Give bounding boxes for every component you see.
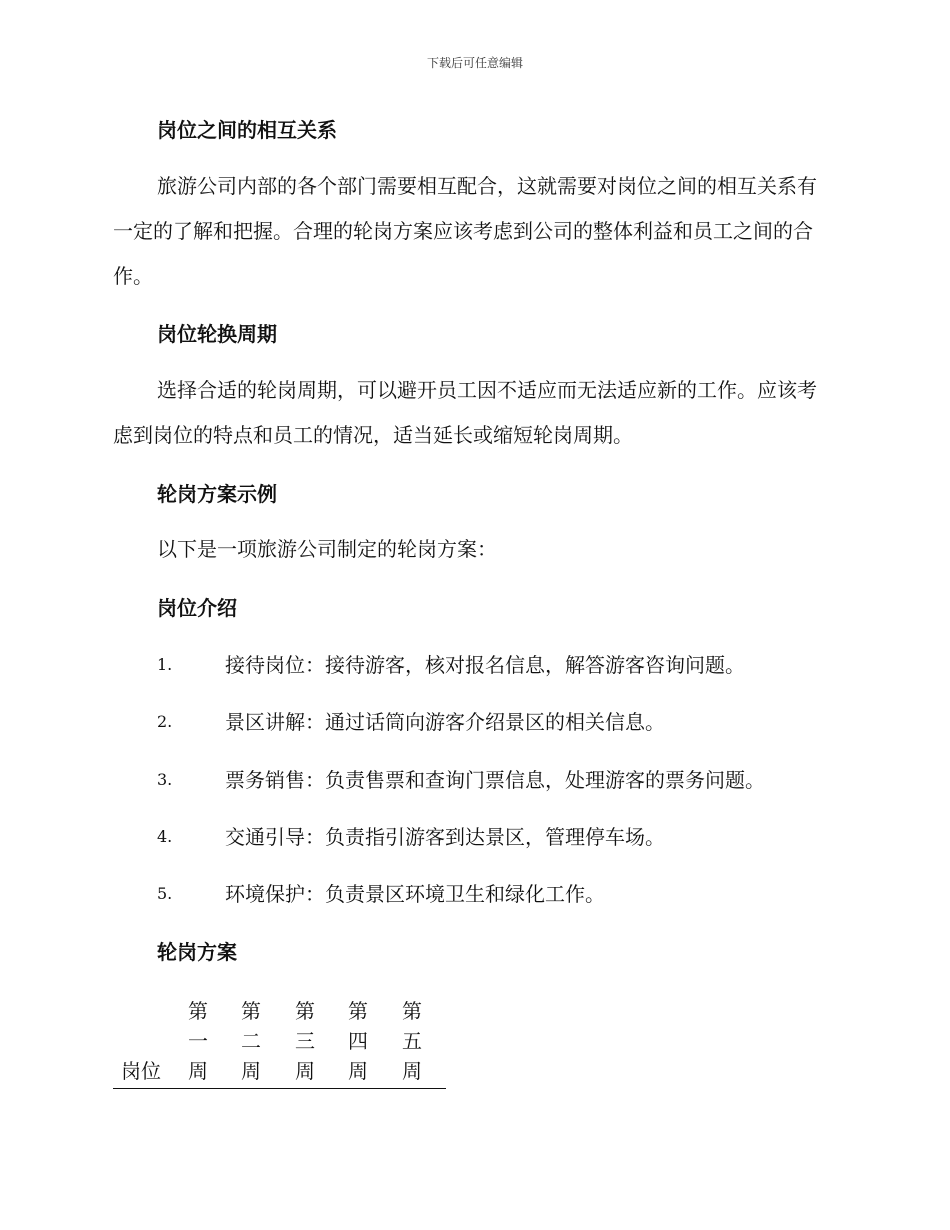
section-heading-example: 轮岗方案示例 [157,482,277,506]
list-item-text: 交通引导：负责指引游客到达景区，管理停车场。 [225,825,665,849]
table-header-position: 岗位 [121,1059,161,1083]
table-header-week-3: 第 三 周 [295,999,315,1083]
section-heading-relations: 岗位之间的相互关系 [157,118,337,142]
section-heading-positions: 岗位介绍 [157,596,237,620]
table-header-week-5: 第 五 周 [402,999,422,1083]
table-header-week-2: 第 二 周 [241,999,261,1083]
paragraph-example-intro: 以下是一项旅游公司制定的轮岗方案： [157,537,497,561]
list-item-text: 票务销售：负责售票和查询门票信息，处理游客的票务问题。 [225,768,765,792]
list-item-number: 5. [157,884,173,903]
list-item-number: 3. [157,770,173,789]
list-item-number: 2. [157,712,173,731]
page-header-note: 下载后可任意编辑 [426,56,523,70]
list-item-number: 4. [157,827,173,846]
paragraph-relations: 旅游公司内部的各个部门需要相互配合，这就需要对岗位之间的相互关系有一定的了解和把握。合理的轮岗方案应该考虑到公司的整体利益和员工之间的合作。 [113,174,817,288]
rotation-schedule-table [113,996,446,1089]
table-header-week-4: 第 四 周 [348,999,368,1083]
list-item-text: 接待岗位：接待游客，核对报名信息，解答游客咨询问题。 [225,653,745,677]
section-heading-plan: 轮岗方案 [157,940,237,964]
section-heading-cycle: 岗位轮换周期 [157,322,277,346]
list-item-number: 1. [157,655,173,674]
table-header-week-1: 第 一 周 [188,999,208,1083]
list-item-text: 景区讲解：通过话筒向游客介绍景区的相关信息。 [225,710,665,734]
list-item-text: 环境保护：负责景区环境卫生和绿化工作。 [225,882,605,906]
paragraph-cycle: 选择合适的轮岗周期，可以避开员工因不适应而无法适应新的工作。应该考虑到岗位的特点和员工的情况，适当延长或缩短轮岗周期。 [113,378,817,447]
